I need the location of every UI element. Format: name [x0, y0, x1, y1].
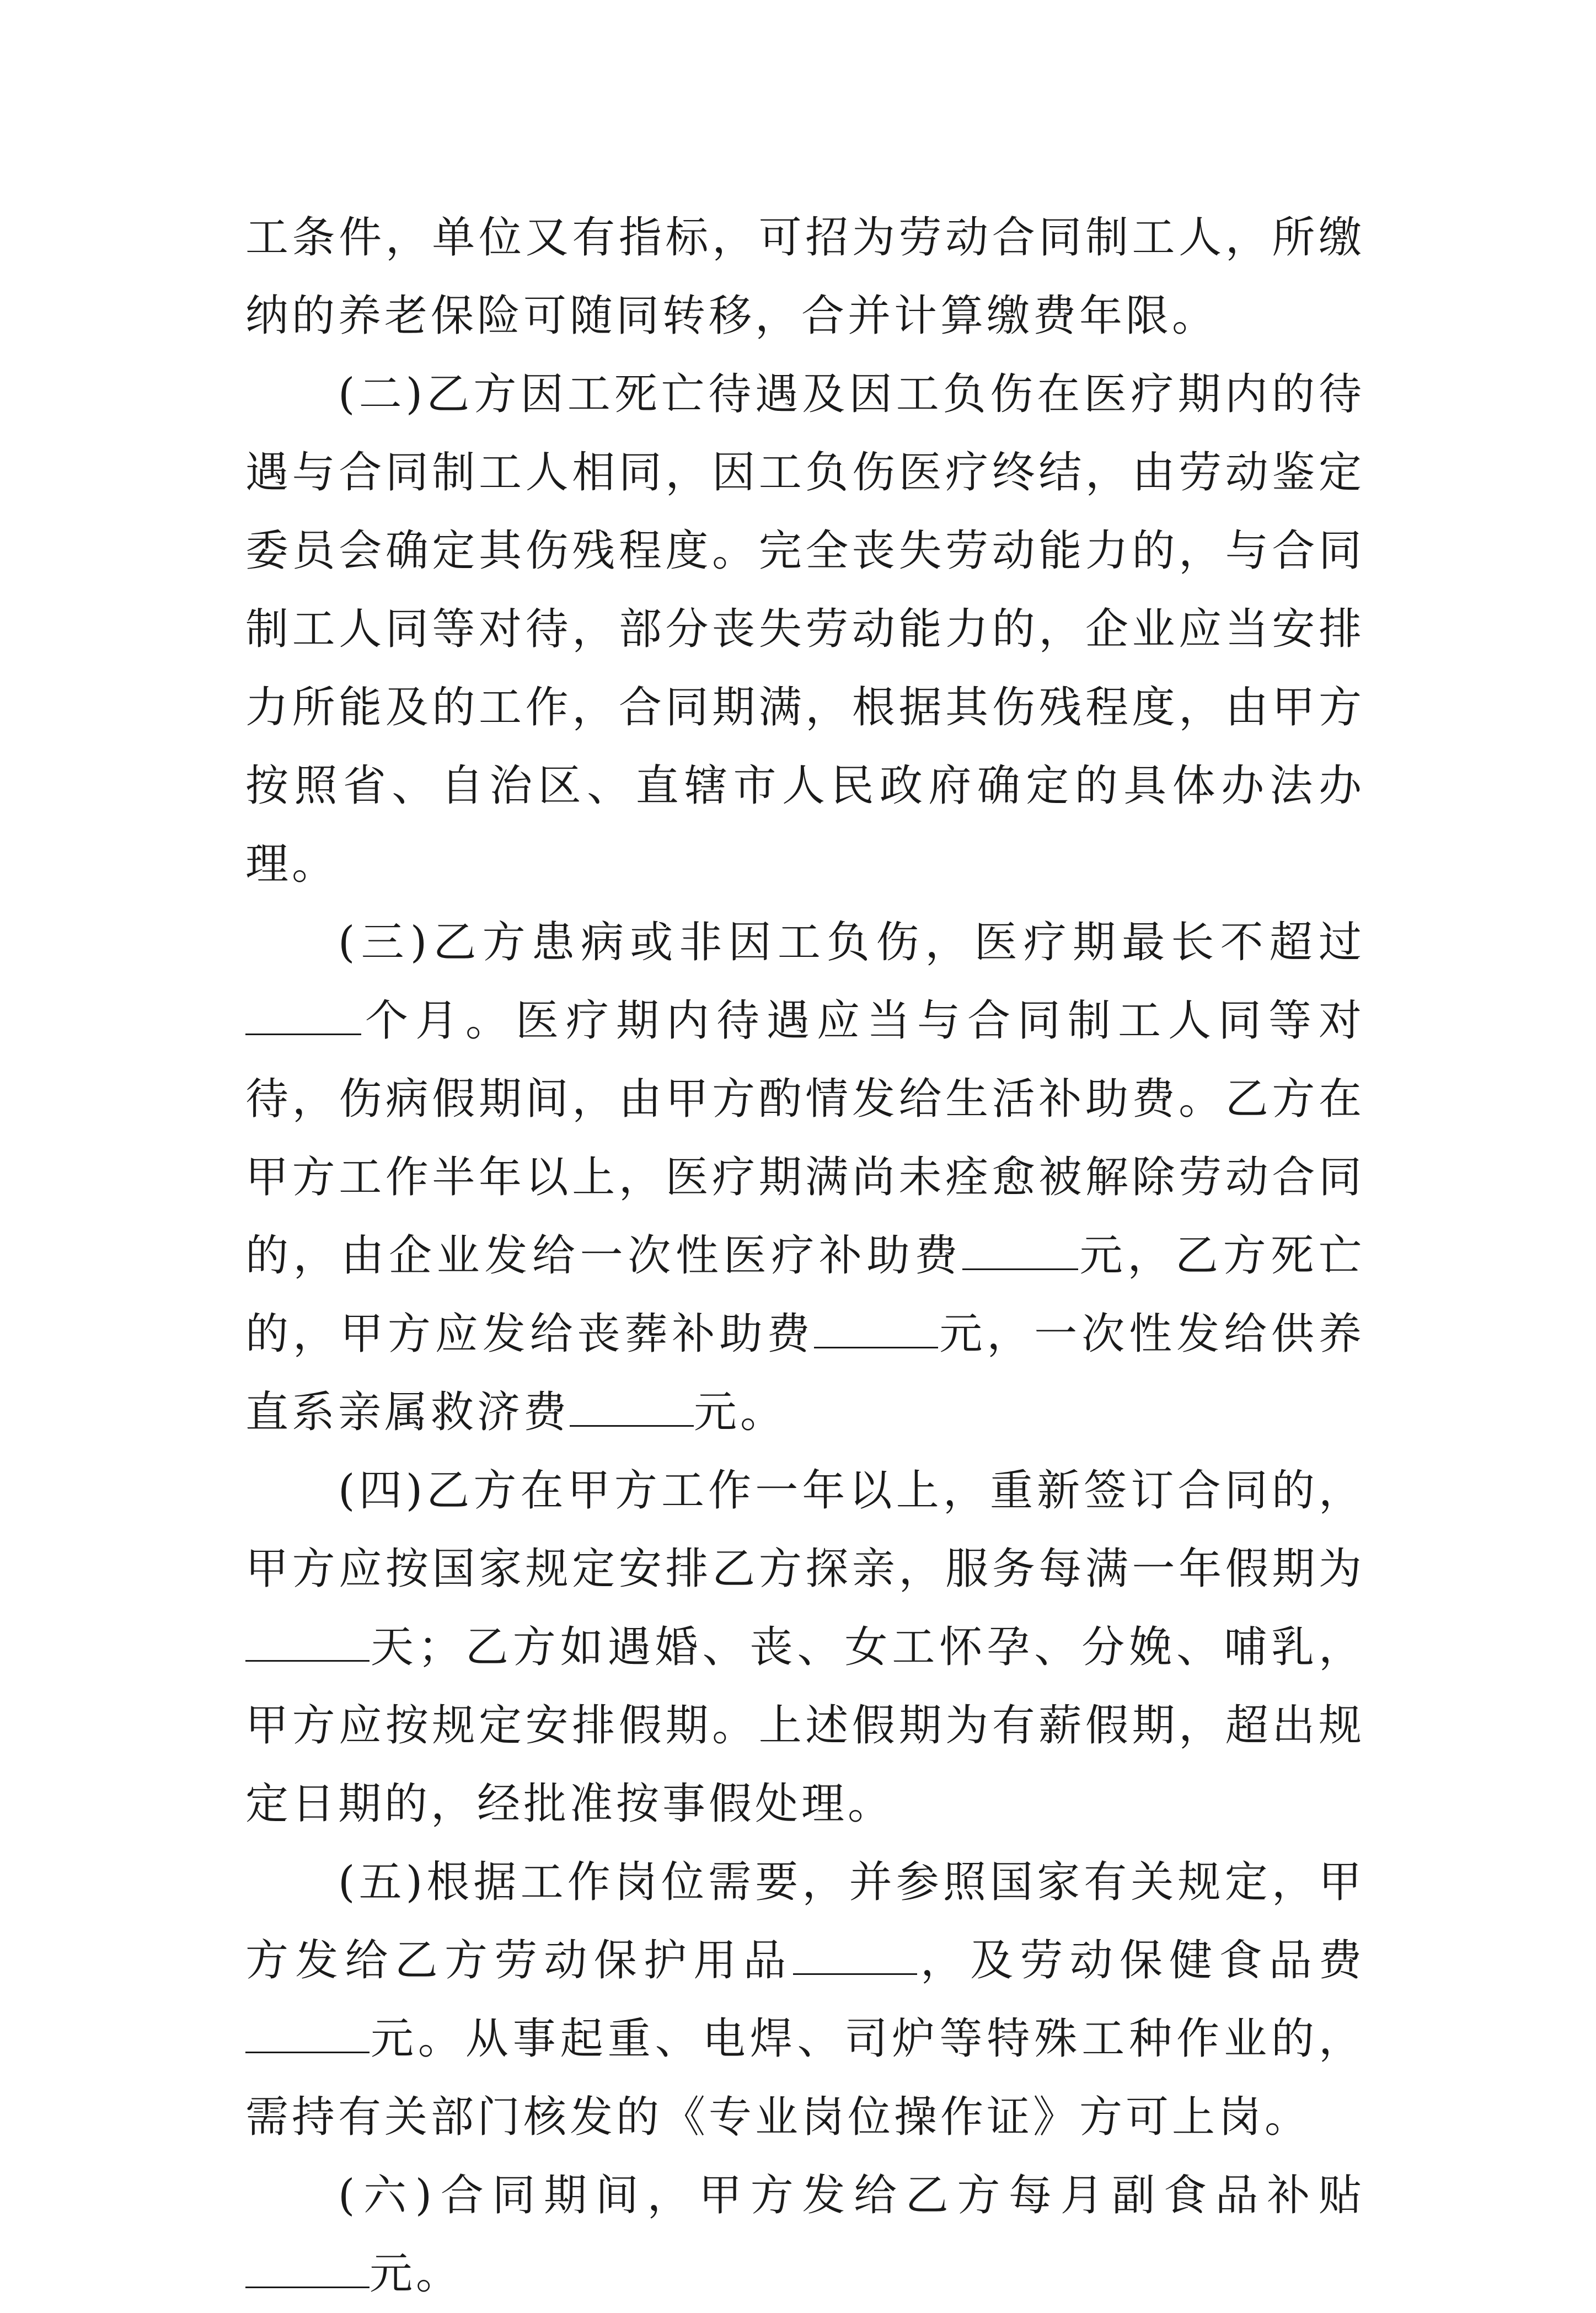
blank-protective-equipment [793, 1937, 917, 1975]
blank-home-leave-days [245, 1624, 369, 1662]
paragraph-2-text: (二)乙方因工死亡待遇及因工负伤在医疗期内的待遇与合同制工人相同，因工负伤医疗终结，由劳动鉴定委员会确定其伤残程度。完全丧失劳动能力的，与合同制工人同等对待，部分丧失劳动能力的，企业应当安排力所能及的工作，合同期满，根据其伤残程度，由甲方按照省、自治区、直辖市人民政府确定的具体办法办理。 [245, 370, 1365, 889]
paragraph-5-text-a: (五)根据工作岗位需要，并参照国家有关规定，甲方发给乙方劳动保护用品 [245, 1857, 1365, 1985]
blank-health-food-fee [245, 2015, 369, 2053]
blank-medical-period-months [245, 997, 361, 1035]
paragraph-4 [245, 1452, 1365, 1843]
paragraph-3 [245, 903, 1365, 1452]
document-page [245, 199, 1365, 2313]
paragraph-6-text-a: (六)合同期间，甲方发给乙方每月副食品补贴 [338, 2171, 1365, 2220]
blank-food-subsidy [245, 2250, 369, 2288]
paragraph-1-text: 工条件，单位又有指标，可招为劳动合同制工人，所缴纳的养老保险可随同转移，合并计算缴费年限。 [245, 213, 1365, 341]
paragraph-1 [245, 199, 1365, 355]
paragraph-3-text-c: 元，乙方死亡的，甲方应发给丧葬补助费 [245, 1231, 1365, 1359]
paragraph-6-text-b: 元。 [369, 2249, 463, 2299]
blank-relief-fund [570, 1389, 694, 1427]
paragraph-4-text-b: 天；乙方如遇婚、丧、女工怀孕、分娩、哺乳，甲方应按规定安排假期。上述假期为有薪假期，超出规定日期的，经批准按事假处理。 [245, 1623, 1365, 1829]
paragraph-3-text-a: (三)乙方患病或非因工负伤，医疗期最长不超过 [338, 918, 1365, 967]
paragraph-5-text-c: 元。从事起重、电焊、司炉等特殊工种作业的，需持有关部门核发的《专业岗位操作证》方可上岗。 [245, 2014, 1365, 2142]
paragraph-3-text-d: 元，一次性发给供养直系亲属救济费 [245, 1309, 1365, 1437]
blank-funeral-subsidy [814, 1310, 938, 1348]
paragraph-2 [245, 355, 1365, 903]
paragraph-3-text-b: 个月。医疗期内待遇应当与合同制工人同等对待，伤病假期间，由甲方酌情发给生活补助费。乙方在甲方工作半年以上，医疗期满尚未痊愈被解除劳动合同的，由企业发给一次性医疗补助费 [245, 996, 1365, 1281]
blank-medical-subsidy [962, 1232, 1078, 1270]
paragraph-5-text-b: ，及劳动保健食品费 [917, 1936, 1365, 1985]
paragraph-6 [245, 2156, 1365, 2313]
paragraph-5 [245, 1843, 1365, 2156]
paragraph-4-text-a: (四)乙方在甲方工作一年以上，重新签订合同的，甲方应按国家规定安排乙方探亲，服务每满一年假期为 [245, 1466, 1365, 1594]
paragraph-3-text-e: 元。 [694, 1388, 787, 1437]
